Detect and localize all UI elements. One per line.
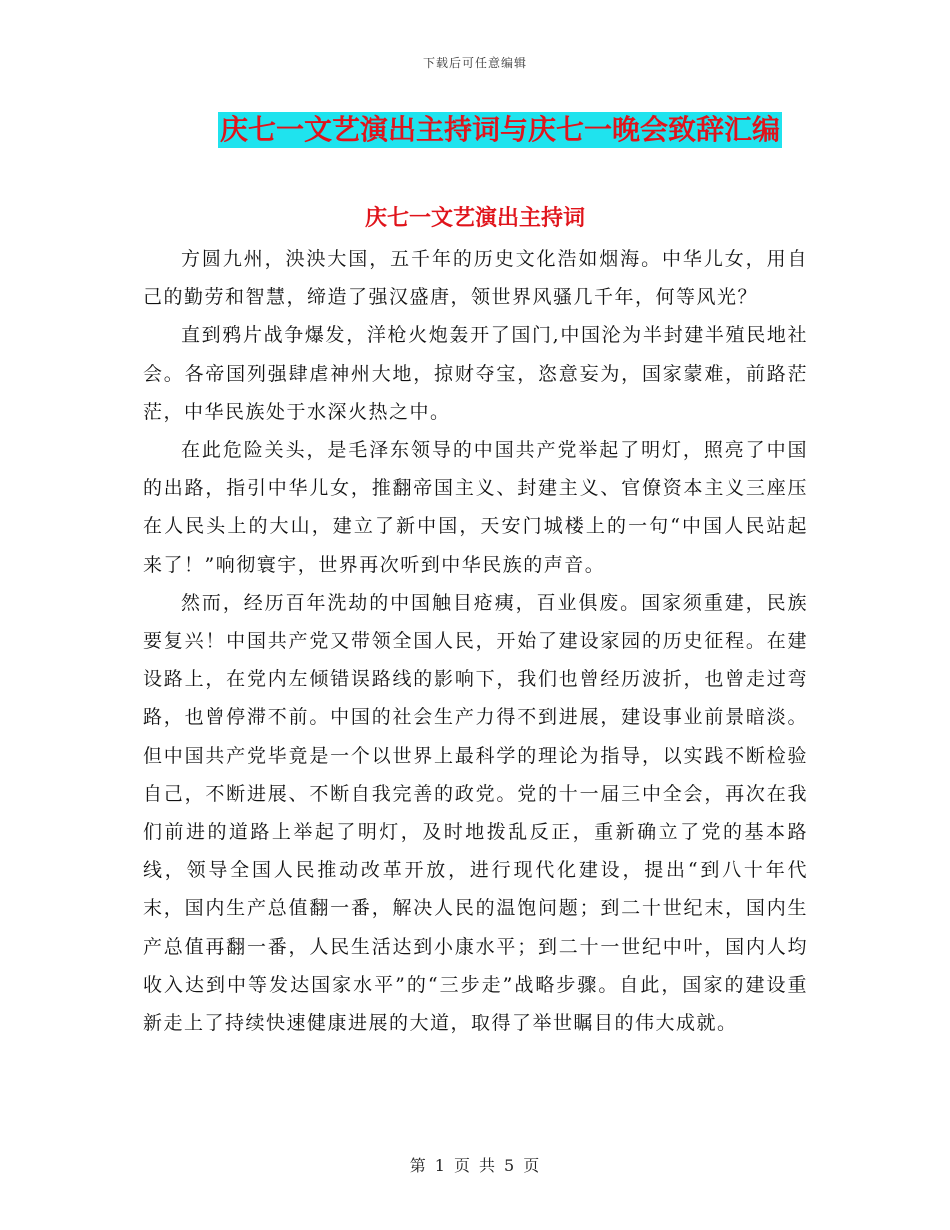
footer-prefix: 第	[409, 1156, 427, 1175]
paragraph: 直到鸦片战争爆发，洋枪火炮轰开了国门,中国沦为半封建半殖民地社会。各帝国列强肆虐神州大地，掠财夺宝，恣意妄为，国家蒙难，前路茫茫，中华民族处于水深火热之中。	[143, 324, 808, 423]
paragraph: 方圆九州，泱泱大国，五千年的历史文化浩如烟海。中华儿女，用自己的勤劳和智慧，缔造了强汉盛唐，领世界风骚几千年，何等风光？	[143, 248, 808, 309]
header-note: 下载后可任意编辑	[422, 56, 527, 70]
footer-total-suffix: 页	[523, 1156, 541, 1175]
paragraph: 在此危险关头，是毛泽东领导的中国共产党举起了明灯，照亮了中国的出路，指引中华儿女，推翻帝国主义、封建主义、官僚资本主义三座压在人民头上的大山，建立了新中国，天安门城楼上的一句“中国人民站起来了！”响彻寰宇，世界再次听到中华民族的声音。	[143, 439, 808, 576]
paragraph: 然而，经历百年洗劫的中国触目疮痍，百业俱废。国家须重建，民族要复兴！中国共产党又带领全国人民，开始了建设家园的历史征程。在建设路上，在党内左倾错误路线的影响下，我们也曾经历波折，也曾走过弯路，也曾停滞不前。中国的社会生产力得不到进展，建设事业前景暗淡。但中国共产党毕竟是一个以世界上最科学的理论为指导，以实践不断检验自己，不断进展、不断自我完善的政党。党的十一届三中全会，再次在我们前进的道路上举起了明灯，及时地拨乱反正，重新确立了党的基本路线，领导全国人民推动改革开放，进行现代化建设，提出“到八十年代末，国内生产总值翻一番，解决人民的温饱问题；到二十世纪末，国内生产总值再翻一番，人民生活达到小康水平；到二十一世纪中叶，国内人均收入达到中等发达国家水平”的“三步走”战略步骤。自此，国家的建设重新走上了持续快速健康进展的大道，取得了举世瞩目的伟大成就。	[143, 591, 808, 1035]
footer-page-suffix: 页	[453, 1156, 471, 1175]
page-footer	[0, 1153, 950, 1176]
total-pages: 5	[504, 1156, 516, 1175]
footer-total-prefix: 共	[479, 1156, 497, 1175]
body-text	[143, 240, 808, 1042]
section-title: 庆七一文艺演出主持词	[364, 205, 585, 231]
doc-title-container	[0, 112, 950, 148]
doc-title: 庆七一文艺演出主持词与庆七一晚会致辞汇编	[219, 113, 780, 146]
page-number: 1	[434, 1156, 446, 1175]
